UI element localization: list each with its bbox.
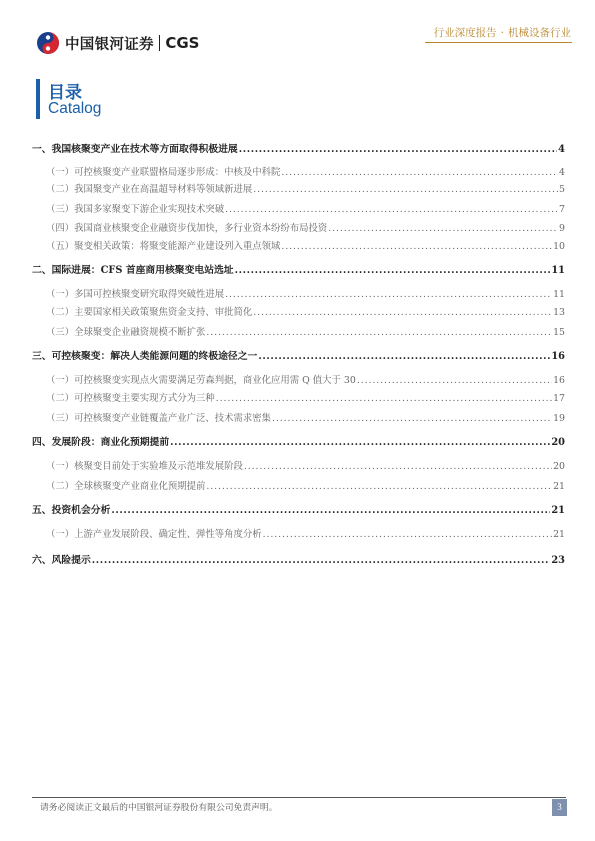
toc-entry-title: 可控核聚变实现点火需要满足劳森判据，商业化应用需 Q 值大于 30 [74, 375, 356, 386]
toc-entry-number: （四） [46, 223, 75, 234]
page-title-cn: 目录 [48, 83, 82, 103]
toc-entry-number: （一） [46, 529, 75, 540]
toc-section-link[interactable] [32, 478, 565, 492]
toc-leader-dots [206, 481, 552, 492]
toc-entry-number: 五、 [32, 505, 52, 516]
toc-leader-dots [272, 413, 552, 424]
toc-entry-number: （一） [46, 167, 75, 178]
toc-leader-dots [357, 375, 552, 386]
cgs-logo-icon [36, 31, 60, 55]
toc-section-link[interactable] [32, 410, 565, 424]
toc-chapter-link[interactable] [32, 434, 565, 448]
toc-entry-title: 全球核聚变产业商业化预期提前 [74, 481, 206, 492]
toc-section-link[interactable] [32, 238, 565, 252]
toc-page-number: 23 [551, 555, 565, 566]
toc-chapter-link[interactable] [32, 348, 565, 362]
toc-leader-dots [281, 241, 552, 252]
toc-entry-number: （一） [46, 461, 75, 472]
toc-entry-number: 二、 [32, 265, 52, 276]
toc-entry-number: （三） [46, 204, 75, 215]
toc-section-link[interactable] [32, 390, 565, 404]
toc-leader-dots [225, 289, 552, 300]
toc-entry-title: 主要国家相关政策聚焦资金支持、审批简化 [74, 307, 253, 318]
toc-leader-dots [328, 223, 558, 234]
toc-leader-dots [170, 437, 550, 448]
toc-page-number: 5 [559, 184, 565, 195]
toc-section-link[interactable] [32, 164, 565, 178]
toc-entry-number: 六、 [32, 555, 52, 566]
toc-entry-title: 聚变相关政策：将聚变能源产业建设列入重点领域 [74, 241, 281, 252]
report-category [434, 25, 571, 40]
toc-chapter-link[interactable] [32, 502, 565, 516]
toc-leader-dots [216, 393, 552, 404]
toc-page-number: 20 [551, 437, 565, 448]
toc-entry-number: （三） [46, 327, 75, 338]
industry-label: 机械设备行业 [508, 27, 571, 39]
toc-section-link[interactable] [32, 286, 565, 300]
header-separator: · [500, 27, 504, 39]
toc-leader-dots [235, 265, 551, 276]
toc-entry-number: （二） [46, 393, 75, 404]
toc-entry-title: 我国多家聚变下游企业实现技术突破 [74, 204, 225, 215]
report-type-label: 行业深度报告 [433, 27, 497, 39]
toc-section-link[interactable] [32, 458, 565, 472]
toc-page-number: 16 [551, 351, 565, 362]
toc-leader-dots [111, 505, 550, 516]
brand-name-en: CGS [165, 34, 200, 52]
toc-entry-number: （一） [46, 375, 75, 386]
toc-section-link[interactable] [32, 324, 565, 338]
toc-page-number: 11 [553, 289, 565, 300]
brand-logo [36, 30, 199, 56]
toc-leader-dots [244, 461, 552, 472]
toc-page-number: 9 [559, 223, 565, 234]
toc-entry-title: 发展阶段：商业化预期提前 [51, 437, 170, 448]
toc-page-number: 21 [553, 481, 565, 492]
toc-page-number: 10 [553, 241, 565, 252]
toc-chapter-link[interactable] [32, 552, 565, 566]
page-header [0, 0, 595, 60]
toc-page-number: 15 [553, 327, 565, 338]
toc-entry-number: （三） [46, 413, 75, 424]
toc-entry-number: 一、 [32, 144, 52, 155]
toc-leader-dots [253, 184, 558, 195]
brand-name-cn: 中国银河证券 [65, 36, 154, 53]
toc-page-number: 7 [559, 204, 565, 215]
toc-entry-title: 可控核聚变产业联盟格局逐步形成：中核及中科院 [74, 167, 281, 178]
toc-entry-title: 可控核聚变：解决人类能源问题的终极途径之一 [51, 351, 258, 362]
toc-entry-number: 四、 [32, 437, 52, 448]
toc-entry-title: 国际进展：CFS 首座商用核聚变电站选址 [51, 265, 234, 276]
toc-page-number: 11 [551, 265, 565, 276]
toc-entry-number: 三、 [32, 351, 52, 362]
toc-page-number: 4 [558, 144, 565, 155]
toc-page-number: 19 [553, 413, 565, 424]
toc-leader-dots [253, 307, 552, 318]
title-accent-bar [36, 79, 40, 119]
toc-section-link[interactable] [32, 181, 565, 195]
toc-entry-title: 投资机会分析 [51, 505, 111, 516]
footer-rule [32, 797, 566, 798]
brand-divider [159, 35, 161, 51]
toc-leader-dots [263, 529, 552, 540]
toc-page-number: 21 [551, 505, 565, 516]
toc-section-link[interactable] [32, 526, 565, 540]
toc-page-number: 21 [553, 529, 565, 540]
toc-leader-dots [258, 351, 550, 362]
page-title-en: Catalog [48, 100, 102, 117]
footer-disclaimer: 请务必阅读正文最后的中国银河证券股份有限公司免责声明。 [40, 803, 278, 813]
toc-entry-number: （五） [46, 241, 75, 252]
toc-section-link[interactable] [32, 372, 565, 386]
toc-section-link[interactable] [32, 220, 565, 234]
toc-entry-title: 我国核聚变产业在技术等方面取得积极进展 [51, 144, 238, 155]
toc-section-link[interactable] [32, 304, 565, 318]
toc-page-number: 17 [553, 393, 565, 404]
toc-entry-title: 多国可控核聚变研究取得突破性进展 [74, 289, 225, 300]
toc-entry-title: 我国聚变产业在高温超导材料等领域新进展 [74, 184, 253, 195]
page-number: 3 [552, 799, 567, 816]
toc-entry-title: 我国商业核聚变企业融资步伐加快，多行业资本纷纷布局投资 [74, 223, 328, 234]
toc-page-number: 20 [553, 461, 565, 472]
toc-entry-number: （二） [46, 307, 75, 318]
toc-entry-title: 核聚变目前处于实验堆及示范堆发展阶段 [74, 461, 243, 472]
toc-entry-title: 可控核聚变主要实现方式分为三种 [74, 393, 215, 404]
toc-entry-title: 全球聚变企业融资规模不断扩张 [74, 327, 206, 338]
toc-entry-number: （一） [46, 289, 75, 300]
toc-leader-dots [225, 204, 558, 215]
toc-entry-title: 风险提示 [51, 555, 91, 566]
toc-entry-title: 可控核聚变产业链覆盖产业广泛、技术需求密集 [74, 413, 272, 424]
toc-leader-dots [239, 144, 557, 155]
toc-page-number: 4 [559, 167, 565, 178]
toc-entry-number: （二） [46, 184, 75, 195]
toc-section-link[interactable] [32, 201, 565, 215]
toc-chapter-link[interactable] [32, 262, 565, 276]
toc-page-number: 16 [553, 375, 565, 386]
toc-leader-dots [92, 555, 551, 566]
toc-leader-dots [206, 327, 552, 338]
toc-leader-dots [281, 167, 558, 178]
header-rule [425, 42, 572, 43]
toc-page-number: 13 [553, 307, 565, 318]
toc-entry-number: （二） [46, 481, 75, 492]
toc-chapter-link[interactable] [32, 141, 565, 155]
toc-entry-title: 上游产业发展阶段、确定性、弹性等角度分析 [74, 529, 262, 540]
